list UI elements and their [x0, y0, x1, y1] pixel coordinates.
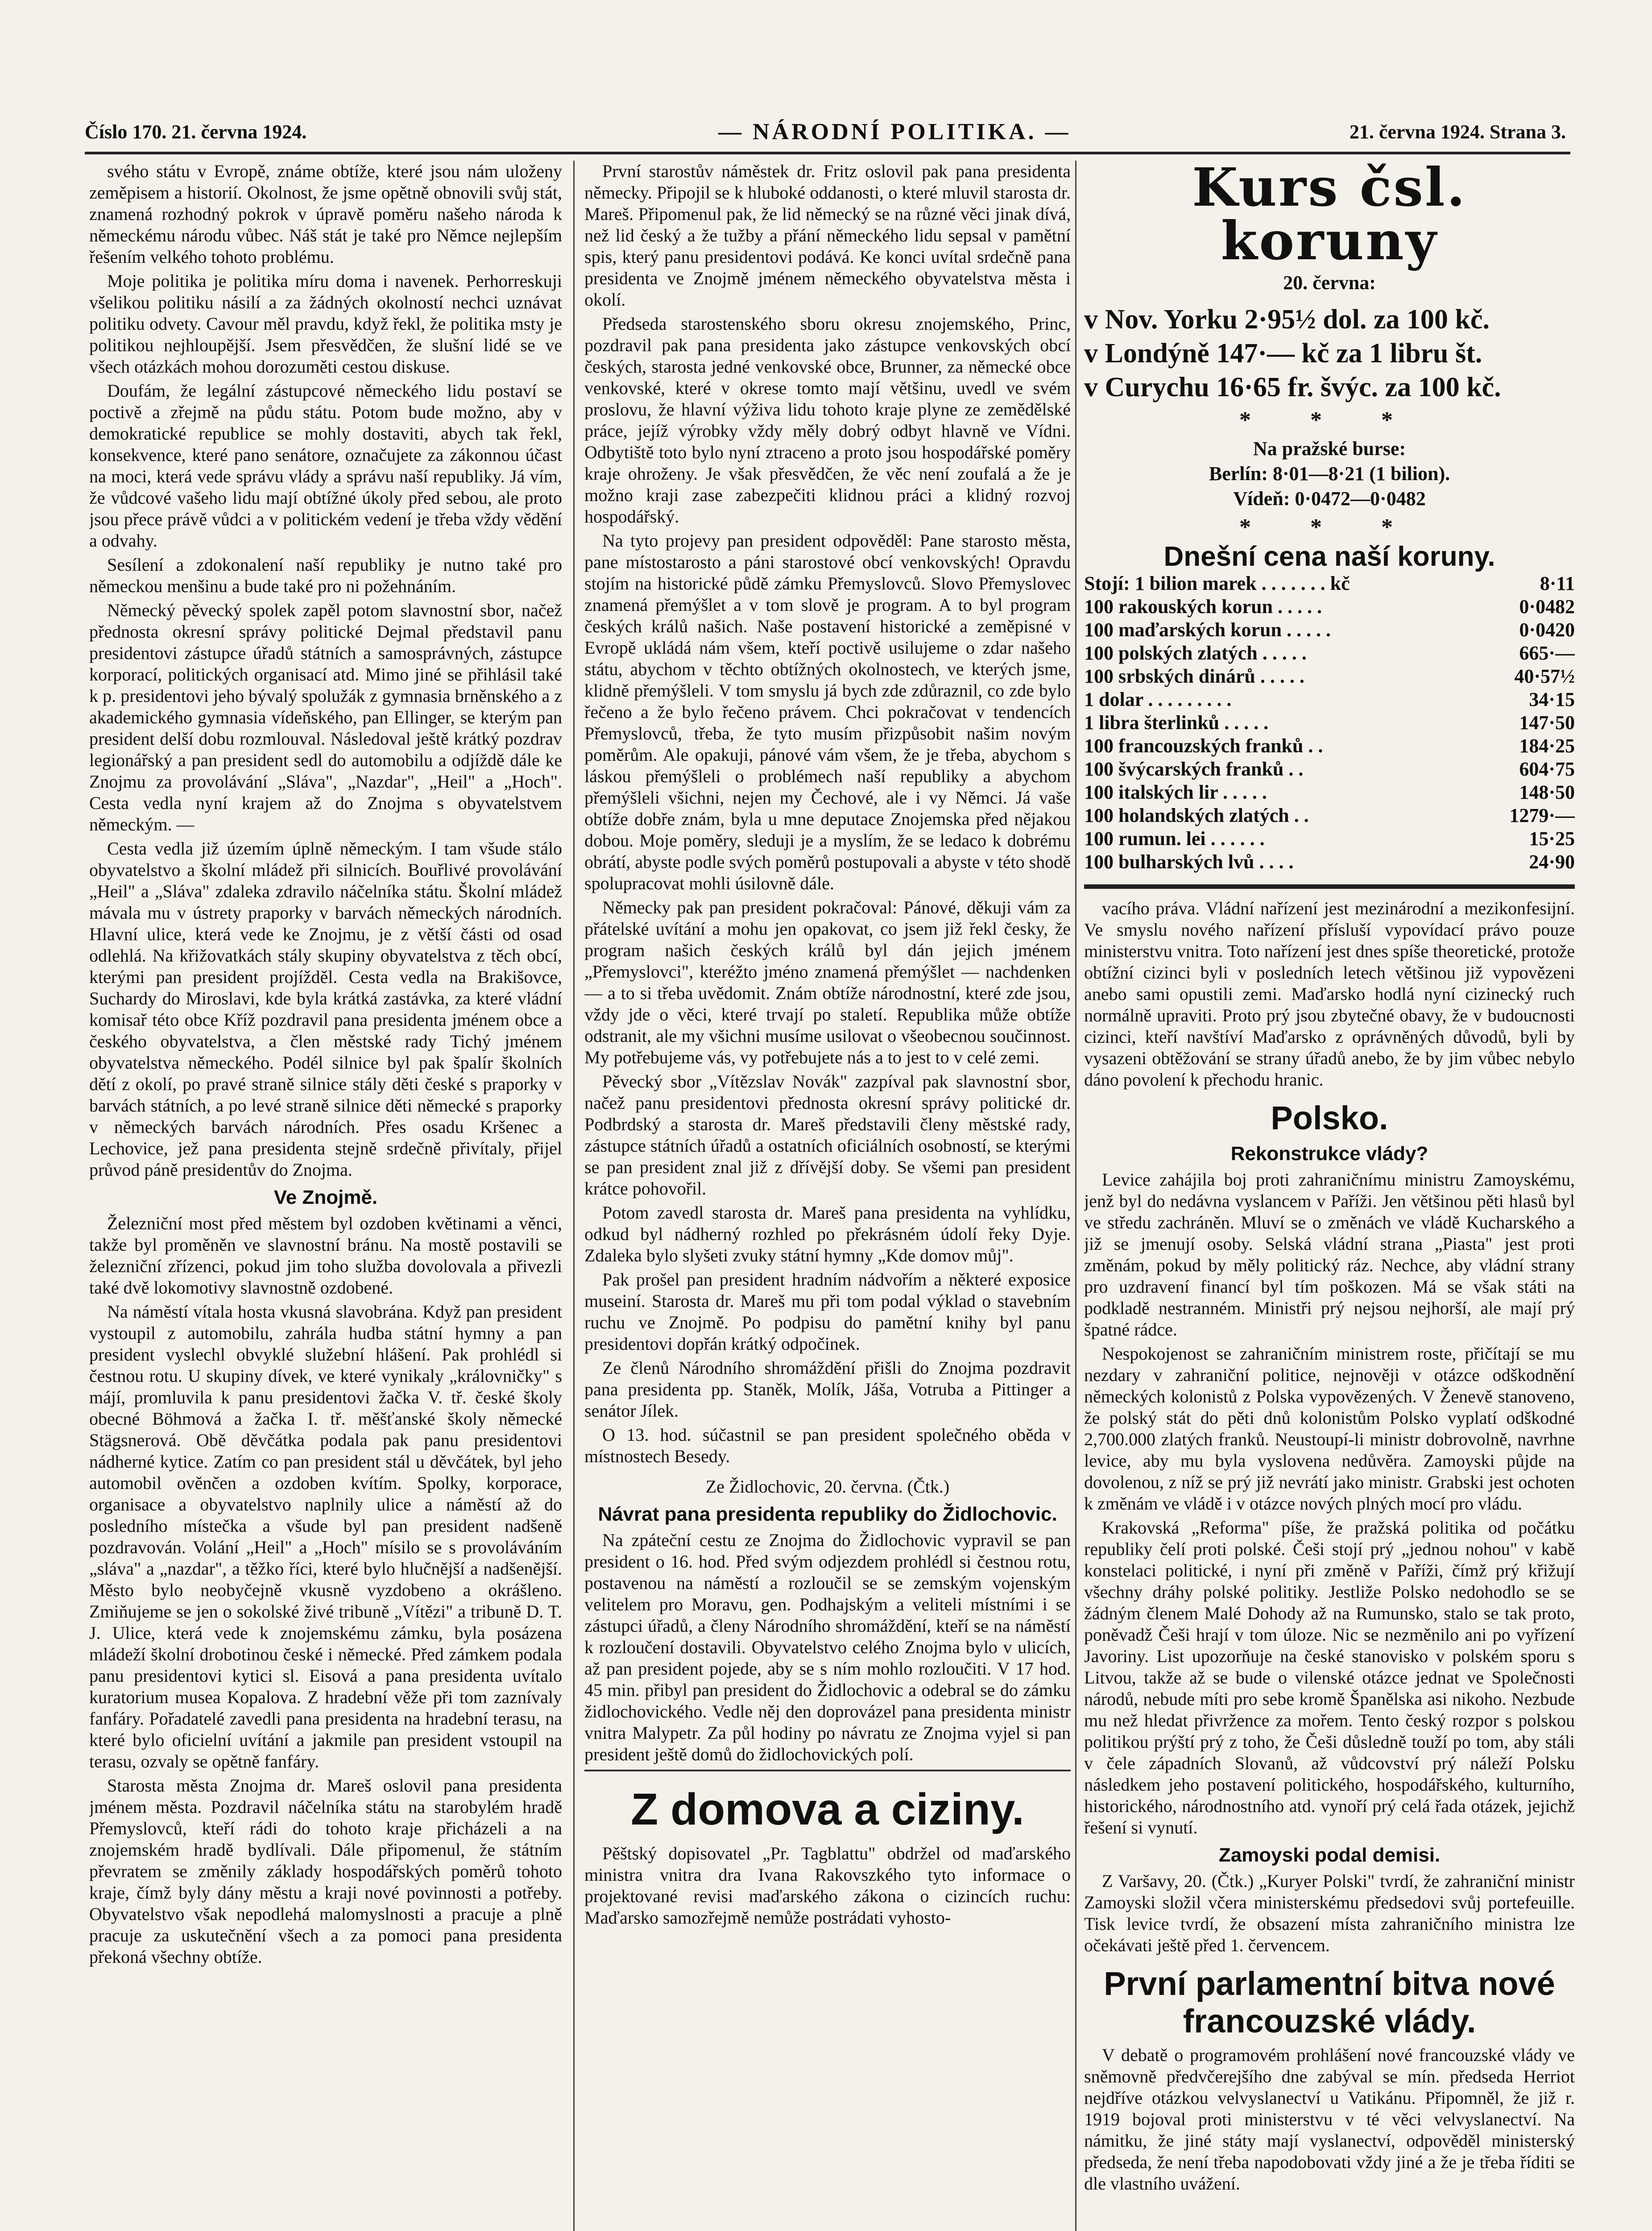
rate-label: 100 holandských zlatých . .	[1084, 804, 1309, 826]
rate-row	[1084, 850, 1575, 874]
masthead: — NÁRODNÍ POLITIKA. —	[718, 119, 1071, 145]
rate-value: 604·75	[1519, 758, 1575, 780]
header-rule	[85, 152, 1570, 154]
paragraph: Nespokojenost se zahraničním ministrem roste, přičítají se mu nezdary v zahraniční politice, nejnověji v otázce odškodnění německých kolonistů z Polska vypovězených. V Ženevě stanoveno, že polský stát do pěti dnů kolonistům Polsko vyplatí odškodné 2,700.000 zlatých franků. Neustoupí-li ministr dobrovolně, navrhne levice, aby mu byla vyslovena nedůvěra. Zamoyski půjde na dovolenou, z níž se prý již nevrátí jako ministr. Grabski jest ochoten k změnám ve vládě i v otázce nových plných mocí pro vládu.	[1084, 1344, 1575, 1514]
exchange-rate-date: 20. června:	[1283, 272, 1376, 294]
rate-label: 100 srbských dinárů . . . . .	[1084, 665, 1304, 687]
paragraph: Předseda starostenského sboru okresu znojemského, Princ, pozdravil pak pana presidenta jako zástupce venkovských obcí českých, starosta jedné venkovské obce, Brunner, za německé obce venkovské, které v okrese tomto mají většinu, uvedl ve svém proslovu, že hlavní výživa lidu tohoto kraje plyne ze zemědělské práce, jejíž výrobky vždy měly dobrý odbyt hlavně ve Vídni. Odbytiště toto bylo nyní ztraceno a proto jsou hospodářské poměry kraje ohroženy. Je však přesvědčen, že věc není zoufalá a že je možno kraji zase zabezpečiti klidnou práci a klidný rozvoj hospodářský.	[584, 314, 1071, 527]
column-1	[89, 161, 562, 2231]
paragraph: Pěštský dopisovatel „Pr. Tagblattu" obdržel od maďarského ministra vnitra dra Ivana Rakovszkého tyto informace o projektované revisi maďarského zákona o cizincích ruchu: Maďarsko samozřejmě nemůže postrádati vyhosto-	[584, 1843, 1071, 1928]
rate-row	[1084, 618, 1575, 642]
paragraph: V debatě o programovém prohlášení nové francouzské vlády ve sněmovně předvčerejšího dne zabýval se mín. předseda Herriot nejdříve otázkou velvyslanectví u Vatikánu. Připomněl, že již r. 1919 bojoval proti ministerstvu v té věci velvyslanectví. Na námitku, že jiné státy mají vyslanectví, odpověděl ministerský předseda, že není třeba napodobovati vždy jiné a že je třeba říditi se dle vlastního uvážení.	[1084, 2045, 1575, 2194]
page-header	[85, 120, 1566, 152]
exchange-rate-title: Kurs čsl. koruny	[1192, 161, 1467, 272]
rate-row	[1084, 781, 1575, 804]
paragraph: Pěvecký sbor „Vítězslav Novák" zazpíval pak slavnostní sbor, načež panu presidentovi přednosta okresní správy politické dr. Podbrdský a starosta dr. Mareš představili členy městské rady, zástupce státních úřadů a ostatních oficiálních osobností, se kterými se pan president znal již z dřívější doby. Se všemi pan president krátce pohovořil.	[584, 1071, 1071, 1198]
rate-row	[1084, 572, 1575, 595]
rate-row	[1084, 688, 1575, 711]
paragraph: Na tyto projevy pan president odpověděl: Pane starosto města, pane místostarosto a páni starostové obcí venkovských! Opravdu stojím na historické půdě zámku Přemyslovců. Slovo Přemyslovec znamená přemýšlet a v tom slově je program. A to byl program českých králů našich. Naše postavení historické a zeměpisné v Evropě ukládá nám všem, kteří poctivě usilujeme o zdar našeho státu, abychom v těchto obtížných okolnostech, ve kterých jsme, klidně přemýšleli. V tom smyslu já bych zde zdůraznil, co zde bylo řečeno a že bylo řečeno právem. Chci pokračovat v tendencích Přemyslovců, třeba, že tyto musím přizpůsobit našim novým poměrům. Ale opakuji, pánové vám všem, že je třeba, abychom s láskou přemýšleli o problémech naší republiky a abychom přemýšleli všichni, nejen my Čechové, ale i vy Němci. Já vaše obtíže dobře znám, byla u mne deputace Znojemska před nějakou dobou. Moje poměry, sleduji je a myslím, že se ledaco k dobrému obrátí, abyste podle svých poměrů postupovali a abyste v této shodě spolupracovat mohli úsilovně dále.	[584, 531, 1071, 893]
separator-stars: * * *	[1239, 407, 1420, 433]
rate-value: 1279·—	[1509, 804, 1575, 826]
paragraph: Železniční most před městem byl ozdoben květinami a věnci, takže byl proměněn ve slavnostní bránu. Na mostě postavili se železniční zřízenci, pokud jim toho služba dovolovala a přivezli také dvě lokomotivy slavnostně ozdobené.	[89, 1213, 562, 1298]
paragraph: Potom zavedl starosta dr. Mareš pana presidenta na vyhlídku, odkud byl nádherný rozhled po překrásném údolí řeky Dyje. Zdaleka bylo slyšeti zvuky státní hymny „Kde domov můj".	[584, 1203, 1071, 1265]
burse-vienna: Vídeň: 0·0472—0·0482	[1233, 488, 1426, 510]
rate-london: v Londýně 147·— kč za 1 libru št.	[1084, 338, 1482, 369]
rate-row	[1084, 827, 1575, 850]
paragraph: Na náměstí vítala hosta vkusná slavobrána. Když pan president vystoupil z automobilu, zahrála hudba státní hymny a pan president vyslechl obvyklé služební hlášení. Pak prohlédl si čestnou rotu. U skupiny dívek, ve které vynikaly „královničky" s májí, promluvila k panu presidentovi žačka V. tř. české školy obecné Böhmová a žačka I. tř. měšťanské školy německé Stägsnerová. Obě děvčátka podala pak panu presidentovi nádherné kytice. Zatím co pan president stál u děvčátek, byl jeho automobil ověnčen a ozdoben kvítím. Spolky, korporace, organisace a obyvatelstvo naplnily ulice a náměstí až do posledního místečka a všude byl pan president nadšeně pozdravován. Volání „Heil" a „Hoch" mísilo se s provoláváním „sláva" a „nazdar", a těžko říci, které bylo hlučnější a nadšenější. Město bylo neobyčejně vkusně vyzdobeno a okrášleno. Zmiňujeme se jen o sokolské živé tribuně „Vítězi" a tribuně D. T. J. Ulice, která vede k znojemskému zámku, byla posázena mládeží školní drobotinou české i německé. Před zámkem podala panu presidentovi kytici sl. Eisová a pana presidenta uvítalo kuratorium musea Kopalova. Z hradební věže při tom zaznívaly fanfáry. Pořadatelé zavedli pana presidenta na hradební terasu, na které bylo oficielní uvítání a jakmile pan president vstoupil na terasu, ozvaly se opětně fanfáry.	[89, 1302, 562, 1771]
paragraph: Levice zahájila boj proti zahraničnímu ministru Zamoyskému, jenž byl do nedávna vyslancem v Paříži. Jen většinou pěti hlasů byl ve středu zachráněn. Mluví se o změnách ve vládě Kucharského a již se jmenují osoby. Selská vládní strana „Piasta" jest proti změnám, pokud by měly politický ráz. Nechce, aby vládní strany pro uzdravení financí byl tím poškozen. Má se však státi na podkladě nestranném. Ministři prý nejsou nejhorší, ale mají prý špatné rádce.	[1084, 1169, 1575, 1339]
rates-table	[1084, 572, 1575, 874]
rate-value: 665·—	[1519, 642, 1575, 664]
paragraph: Cesta vedla již územím úplně německým. I tam všude stálo obyvatelstvo a školní mládež při silnicích. Bouřlivé provolávání „Heil" a „Sláva" zdaleka zdravilo náčelníka státu. Školní mládež mávala mu v ústrety praporky v barvách německých národních. Hlavní ulice, která vede ke Znojmu, je z větší části od osad odlehlá. Na křižovatkách stály skupiny obyvatelstva z těch obcí, kterými pan president projížděl. Cesta vedla na Brakišovce, Suchardy do Miroslavi, kde byla krátká zastávka, za které vládní komisař této obce Kříž pozdravil pana presidenta jménem obce a českého obyvatelstva, a člen městské rady Tichý jménem obyvatelstva německého. Podél silnice byl pak špalír školních dětí z okolí, po pravé straně silnice stály děti české s praporky v barvách státních, a po levé straně silnice děti německé s praporky v německých barvách národních. Přes osadu Kršenec a Lechovice, jež pana presidenta stejně srdečně přivítaly, přijel průvod páně presidentův do Znojma.	[89, 838, 562, 1180]
paragraph: svého státu v Evropě, známe obtíže, které jsou nám uloženy zeměpisem a historií. Okolnost, že jsme opětně obnovili svůj stát, znamená rozhodný pokrok v úpravě poměru našeho národa k německému národu vůbec. Náš stát je také pro Němce nejlepším řešením velkého tohoto problému.	[89, 161, 562, 267]
paragraph: Krakovská „Reforma" píše, že pražská politika od počátku republiky čelí proti polské. Češi stojí prý „jednou nohou" v kabě konstelaci politické, i nyní při změně v Paříži, čímž prý křižují všechny dráhy polské politiky. Jestliže Polsko nedohodlo se se žádným členem Malé Dohody až na Rumunsko, stalo se tak proto, poněvadž Češi hrají v tom úloze. Nic se nezměnilo ani po vyřízení Javoriny. List upozorňuje na české stanovisko v polském sporu s Litvou, takže až se bude o vilenské otázce jednat ve Společnosti národů, nebude míti pro sebe kromě Španělska asi nikoho. Nezbude mu než hledat přivržence za mořem. Tento český rozpor s polskou politikou prýští prý z toho, že Češi důsledně touží po tom, aby stáli v čele západních Slovanů, až vůdcovství prý náleží Polsku následkem jeho postavení politického, hospodářského, kulturního, historického, národnostního atd. vynoří prý celá řada otázek, jejichž řešení si vynutí.	[1084, 1518, 1575, 1837]
paragraph: Sesílení a zdokonalení naší republiky je nutno také pro německou menšinu a bude také pro ni požehnáním.	[89, 555, 562, 596]
rate-row	[1084, 665, 1575, 688]
rate-label: 100 rakouských korun . . . . .	[1084, 596, 1322, 618]
rate-row	[1084, 642, 1575, 665]
rate-zurich: v Curychu 16·65 fr. švýc. za 100 kč.	[1084, 372, 1501, 402]
paragraph: Pak prošel pan president hradním nádvořím a některé exposice museiní. Starosta dr. Mareš mu při tom podal výklad o stavebním ruchu ve Znojmě. Po podpisu do pamětní knihy byl panu presidentovi dopřán krátký odpočinek.	[584, 1269, 1071, 1354]
section-title: Z domova a ciziny.	[631, 1784, 1024, 1834]
rate-label: 1 libra šterlinků . . . . .	[1084, 712, 1269, 734]
date-page: 21. června 1924. Strana 3.	[1349, 121, 1566, 143]
paragraph: Doufám, že legální zástupcové německého lidu postaví se poctivě a zřejmě na půdu státu. Potom bude možno, aby v demokratické republice se mohly dostaviti, abych tak řekl, konsekvence, které pano senátore, označujete za zákonnou účast na moci, která vede správu vlády a správu naší republiky. Já vím, že vůdcové vašeho lidu mají obtížné úkoly před sebou, ale proto jsou přece právě vůdci a v politickém vedení je třeba vždy vědění a odvahy.	[89, 381, 562, 551]
rate-label: 100 bulharských lvů . . . .	[1084, 851, 1294, 873]
section-title: Polsko.	[1271, 1099, 1388, 1136]
rate-label: Stojí: 1 bilion marek . . . . . . . kč	[1084, 572, 1350, 594]
section-heading: Ve Znojmě.	[273, 1186, 378, 1208]
paragraph: Německy pak pan president pokračoval: Pánové, děkuji vám za přátelské uvítání a mohu jen opakovat, co jsem již řekl česky, že program našich českých králů byl dán jejich jménem „Přemyslovci", kteréžto jméno znamená přemýšlet — nachdenken — a to si třeba uvědomit. Znám obtíže národnostní, které zde jsou, vždy jde o věci, které trvají po staletí. Republika může obtíže odstranit, ale my všichni musíme usilovat o všeobecnou součinnost. My potřebujeme vás, vy potřebujete nás a to jest to v celé zemi.	[584, 897, 1071, 1067]
rate-row	[1084, 711, 1575, 734]
rate-label: 100 švýcarských franků . .	[1084, 758, 1304, 780]
burse-title: Na pražské burse:	[1253, 438, 1406, 460]
rate-label: 100 rumun. lei . . . . . .	[1084, 828, 1265, 850]
paragraph: První starostův náměstek dr. Fritz oslovil pak pana presidenta německy. Připojil se k hluboké oddanosti, o které mluvil starosta dr. Mareš. Připomenul pak, že lid německý se na různé věci jinak dívá, než lid český a že tužby a přání německého lidu sepsal v pamětní spis, který panu presidentovi podává. Ke konci uvítal srdečně pana presidenta ve Znojmě jménem německého obyvatelstva města i okolí.	[584, 161, 1071, 310]
rate-value: 0·0420	[1519, 619, 1575, 641]
box-rule	[1084, 884, 1575, 889]
column-3	[1084, 161, 1575, 2231]
rate-label: 100 maďarských korun . . . . .	[1084, 619, 1331, 641]
column-2	[584, 161, 1071, 2231]
rate-new-york: v Nov. Yorku 2·95½ dol. za 100 kč.	[1084, 304, 1490, 335]
rate-value: 147·50	[1519, 712, 1575, 734]
rate-value: 184·25	[1519, 735, 1575, 757]
crown-price-title: Dnešní cena naší koruny.	[1163, 541, 1495, 572]
column-divider	[1075, 161, 1076, 2231]
rate-label: 100 italských lir . . . . .	[1084, 781, 1267, 803]
paragraph: Německý pěvecký spolek zapěl potom slavnostní sbor, načež přednosta okresní správy politické Dejmal představil panu presidentovi zástupce úřadů státních a samosprávných, zástupce korporací, politických organisací atd. Mimo jiné se přihlásil také k p. presidentovi jeho bývalý spolužák z gymnasia brněnského a z akademického gymnasia vídeňského, pan Ellinger, se kterým pan president delší dobu rozmlouval. Následoval ještě krátký pozdrav legionářský a pan president sedl do automobilu a odjíždě dále ke Znojmu za provolávání „Sláva", „Nazdar", „Heil" a „Hoch". Cesta vedla nyní krajem až do Znojma s obyvatelstvem německým. —	[89, 600, 562, 834]
rate-label: 100 polských zlatých . . . . .	[1084, 642, 1307, 664]
paragraph: O 13. hod. súčastnil se pan president společného oběda v místnostech Besedy.	[584, 1425, 1071, 1466]
separator-stars: * * *	[1239, 514, 1420, 540]
rate-value: 24·90	[1529, 851, 1575, 873]
paragraph: Moje politika je politika míru doma i navenek. Perhorreskuji všelikou politiku násilí a za žádných okolností nechci uznávat politiku odvety. Cavour měl pravdu, když řekl, že politika msty je politikou nejhloupější. Jsem přesvědčen, že slušní lidé se ve všech otázkách mohou dorozuměti cestou diskuse.	[89, 271, 562, 377]
issue-info: Číslo 170. 21. června 1924.	[85, 121, 307, 143]
paragraph: Na zpáteční cestu ze Znojma do Židlochovic vypravil se pan president o 16. hod. Před svým odjezdem prohlédl si čestnou rotu, postavenou na náměstí a rozloučil se se zemským vojenským velitelem pro Moravu, gen. Podhajským a veliteli místními i se zástupci úřadů, a členy Národního shromáždění, kteří se na náměstí k rozloučení dostavili. Obyvatelstvo celého Znojma bylo v ulicích, až pan president pojede, aby se s ním mohlo rozloučiti. V 17 hod. 45 min. přibyl pan president do Židlochovic a odebral se do zámku židlochovického. Vedle něj den doprovázel pana presidenta ministr vnitra Malypetr. Za půl hodiny po návratu ze Znojma vyjel si pan president ještě domů do židlochovických polí.	[584, 1530, 1071, 1764]
column-divider	[573, 161, 575, 2231]
rate-row	[1084, 804, 1575, 827]
dateline: Ze Židlochovic, 20. června. (Čtk.)	[705, 1476, 950, 1497]
rate-row	[1084, 758, 1575, 781]
paragraph: Z Varšavy, 20. (Čtk.) „Kuryer Polski" tvrdí, že zahraniční ministr Zamoyski složil včera ministerskému předsedovi svůj portefeuille. Tisk levice tvrdí, že obsazení místa zahraničního ministra lze očekávati ještě před 1. červencem.	[1084, 1871, 1575, 1955]
rate-value: 0·0482	[1519, 596, 1575, 618]
section-rule	[584, 1770, 1071, 1771]
paragraph: vacího práva. Vládní nařízení jest mezinárodní a mezikonfesijní. Ve smyslu nového nařízení přísluší vypovídací právo pouze ministerstvu vnitra. Toto nařízení jest dnes spíše theoretické, protože obtížní cizinci byli v posledních letech většinou již vypovězeni anebo sami opustili zemi. Maďarsko hodlá nyní cizinecký ruch normálně upraviti. Proto prý jsou zbytečné obavy, že v budoucnosti cizinci, kteří navštíví Maďarsko z oprávněných důvodů, byli by vysazeni obtěžování se strany úřadů anebo, že by jim vůbec nebylo dáno povolení k přechodu hranic.	[1084, 898, 1575, 1090]
rate-label: 1 dolar . . . . . . . . .	[1084, 688, 1232, 710]
rate-value: 15·25	[1529, 828, 1575, 850]
rate-label: 100 francouzských franků . .	[1084, 735, 1323, 757]
rate-value: 8·11	[1540, 572, 1575, 594]
rate-value: 34·15	[1529, 688, 1575, 710]
rate-value: 40·57½	[1514, 665, 1575, 687]
rate-row	[1084, 595, 1575, 618]
section-heading: Návrat pana presidenta republiky do Židlochovic.	[598, 1503, 1057, 1525]
section-heading: Zamoyski podal demisi.	[1218, 1844, 1441, 1866]
section-title: První parlamentní bitva nové francouzské vlády.	[1104, 1965, 1555, 2040]
section-heading: Rekonstrukce vlády?	[1230, 1143, 1428, 1165]
rate-row	[1084, 734, 1575, 758]
paragraph: Ze členů Národního shromáždění přišli do Znojma pozdravit pana presidenta pp. Staněk, Molík, Jáša, Votruba a Pittinger a senátor Jílek.	[584, 1358, 1071, 1421]
rate-value: 148·50	[1519, 781, 1575, 803]
paragraph: Starosta města Znojma dr. Mareš oslovil pana presidenta jménem města. Pozdravil náčelníka státu na starobylém hradě Přemyslovců, kteří rádi do tohoto kraje přicházeli a na znojemském hradě bydlívali. Dále připomenul, že státním převratem se změnily základy hospodářských poměrů tohoto kraje, čímž byly dány městu a kraji nové povinnosti a potřeby. Obyvatelstvo však nepodlehá malomyslnosti a pracuje a plně pracuje za uskutečnění všech a za pomoci pana presidenta překoná všechny obtíže.	[89, 1775, 562, 1967]
burse-berlin: Berlín: 8·01—8·21 (1 bilion).	[1209, 463, 1450, 485]
